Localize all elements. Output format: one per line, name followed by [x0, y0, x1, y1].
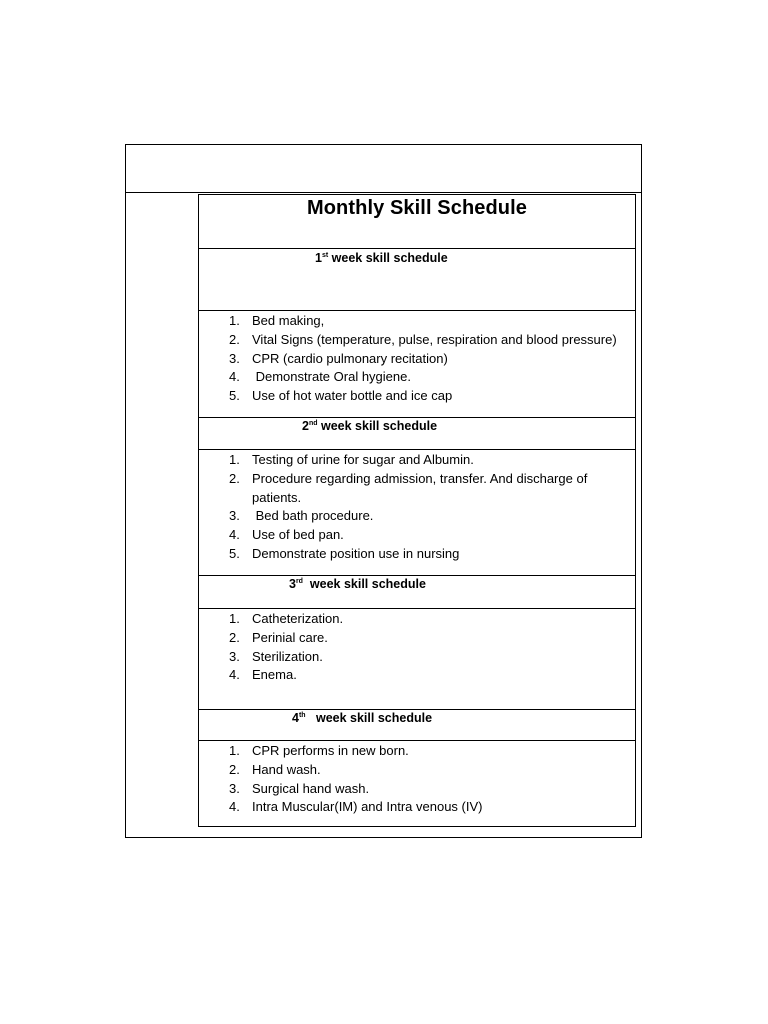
list-item-number: 3. [229, 780, 240, 796]
list-item-text: CPR performs in new born. [252, 743, 409, 758]
week-2-skill-list [199, 451, 635, 564]
list-item [199, 312, 635, 331]
list-item-text: Demonstrate Oral hygiene. [252, 369, 411, 385]
list-item-number: 2. [229, 470, 240, 486]
list-item [199, 545, 635, 564]
list-item-text: Surgical hand wash. [252, 780, 370, 796]
week-1-heading-text: week skill schedule [328, 251, 448, 265]
week-4-suffix: th [298, 712, 306, 719]
list-item-text: Perinial care. [252, 629, 328, 645]
list-item-text: Demonstrate position use in nursing [252, 545, 460, 561]
list-item [199, 331, 635, 350]
list-item-text: Hand wash. [252, 761, 321, 777]
week-2-heading [302, 419, 437, 433]
week-2-heading-text: week skill schedule [317, 419, 438, 433]
list-item [199, 350, 635, 369]
week-3-suffix: rd [295, 578, 303, 585]
list-item-text: Intra Muscular(IM) and Intra venous (IV) [252, 799, 483, 815]
list-item-text: Procedure regarding admission, transfer. And discharge of patients. [252, 470, 588, 505]
list-item-text: Vital Signs (temperature, pulse, respiration and blood pressure) [252, 331, 617, 347]
list-item-number: 2. [229, 629, 240, 645]
list-item-number: 1. [229, 611, 240, 626]
week-3-heading-text: week skill schedule [302, 577, 426, 591]
outer-divider [125, 192, 642, 193]
list-item-text: Use of hot water bottle and ice cap [252, 388, 453, 404]
week-3-skill-list [199, 610, 635, 685]
week-3-skills-row [199, 608, 635, 709]
list-item-number: 2. [229, 331, 240, 347]
list-item-text: Bed making, [252, 313, 325, 328]
list-item [199, 470, 635, 508]
list-item-number: 4. [229, 667, 240, 683]
week-2-number: 2 [302, 419, 309, 433]
week-4-skills-row [199, 740, 635, 828]
list-item [199, 780, 635, 799]
list-item [199, 742, 635, 761]
list-item-text: Enema. [252, 667, 297, 683]
list-item [199, 666, 635, 685]
week-1-suffix: st [321, 252, 329, 259]
list-item-text: CPR (cardio pulmonary recitation) [252, 350, 448, 366]
list-item [199, 368, 635, 387]
schedule-table [198, 194, 636, 827]
week-4-heading [292, 711, 432, 725]
list-item [199, 507, 635, 526]
week-1-heading [315, 251, 448, 265]
week-3-heading [289, 577, 426, 591]
week-3-number: 3 [289, 577, 296, 591]
week-2-heading-row [199, 417, 635, 449]
week-2-skills-row [199, 449, 635, 575]
week-1-heading-row [199, 248, 635, 310]
week-4-skill-list [199, 742, 635, 817]
document-title: Monthly Skill Schedule [306, 197, 527, 219]
list-item-number: 4. [229, 527, 240, 543]
list-item-number: 5. [229, 545, 240, 561]
list-item-number: 4. [229, 799, 240, 815]
list-item [199, 610, 635, 629]
list-item [199, 798, 635, 817]
week-4-heading-row [199, 709, 635, 740]
list-item [199, 629, 635, 648]
list-item-number: 2. [229, 761, 240, 777]
list-item-number: 1. [229, 313, 240, 328]
list-item-text: Use of bed pan. [252, 527, 344, 543]
list-item-number: 5. [229, 388, 240, 404]
list-item-text: Testing of urine for sugar and Albumin. [252, 452, 474, 467]
list-item-text: Sterilization. [252, 648, 323, 664]
list-item-number: 4. [229, 369, 240, 385]
week-1-number: 1 [315, 251, 322, 265]
list-item-text: Bed bath procedure. [252, 508, 374, 524]
list-item-number: 1. [229, 452, 240, 467]
week-3-heading-row [199, 575, 635, 608]
title-row [199, 195, 635, 248]
week-2-suffix: nd [308, 420, 318, 427]
list-item-number: 3. [229, 508, 240, 524]
list-item [199, 526, 635, 545]
list-item-number: 3. [229, 648, 240, 664]
list-item [199, 761, 635, 780]
week-1-skill-list [199, 312, 635, 406]
week-1-skills-row [199, 310, 635, 417]
week-4-heading-text: week skill schedule [305, 711, 433, 725]
list-item-number: 1. [229, 743, 240, 758]
list-item-text: Catheterization. [252, 611, 344, 626]
list-item [199, 387, 635, 406]
list-item [199, 648, 635, 667]
week-4-number: 4 [292, 711, 299, 725]
list-item [199, 451, 635, 470]
list-item-number: 3. [229, 350, 240, 366]
